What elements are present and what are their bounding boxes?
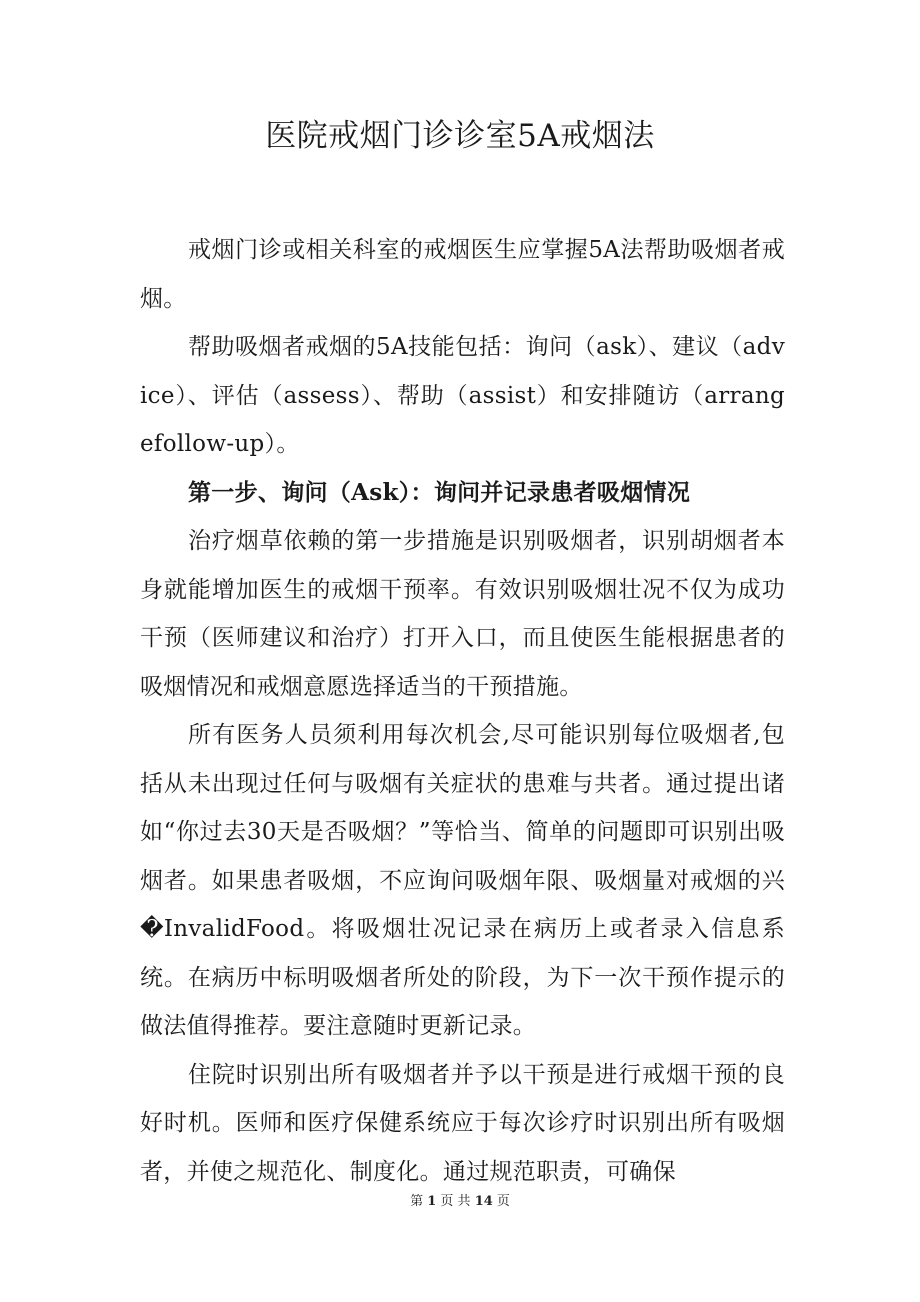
footer-total-pages: 14 — [474, 1194, 493, 1209]
paragraph-5a-skills: 帮助吸烟者戒烟的5A技能包括：询问（ask）、建议（advice）、评估（assess）、帮助（assist）和安排随访（arrangefollow-up）。 — [140, 334, 785, 457]
footer-middle: 页 共 — [440, 1194, 471, 1209]
footer-prefix: 第 — [410, 1194, 424, 1209]
paragraph-hospitalization: 住院时识别出所有吸烟者并予以干预是进行戒烟干预的良好时机。医师和医疗保健系统应于每次诊疗时识别出所有吸烟者，并使之规范化、制度化。通过规范职责，可确保 — [140, 1061, 785, 1185]
paragraph-identify-smokers: 治疗烟草依赖的第一步措施是识别吸烟者，识别胡烟者本身就能增加医生的戒烟干预率。有效识别吸烟壮况不仅为成功干预（医师建议和治疗）打开入口，而且使医生能根据患者的吸烟情况和戒烟意愿选择适当的干预措施。 — [140, 528, 785, 700]
footer-page-number: 1 — [427, 1194, 437, 1209]
paragraph-medical-staff: 所有医务人员须利用每次机会,尽可能识别每位吸烟者,包括从未出现过任何与吸烟有关症状的患难与共者。通过提出诸如“你过去30天是否吸烟？”等恰当、简单的问题即可识别出吸烟者。如果患者吸烟，不应询问吸烟年限、吸烟量对戒烟的兴�InvalidFood。将吸烟壮况记录在病历上或者录入信息系统。在病历中标明吸烟者所处的阶段，为下一次干预作提示的做法值得推荐。要注意随时更新记录。 — [140, 722, 785, 1039]
paragraph-intro: 戒烟门诊或相关科室的戒烟医生应掌握5A法帮助吸烟者戒烟。 — [140, 237, 785, 312]
document-body — [140, 226, 785, 1196]
footer-suffix: 页 — [496, 1194, 510, 1209]
document-title: 医院戒烟门诊诊室5A戒烟法 — [265, 118, 655, 154]
section-heading-step-one: 第一步、询问（Ask）：询问并记录患者吸烟情况 — [188, 478, 691, 506]
page-footer — [0, 1192, 920, 1212]
